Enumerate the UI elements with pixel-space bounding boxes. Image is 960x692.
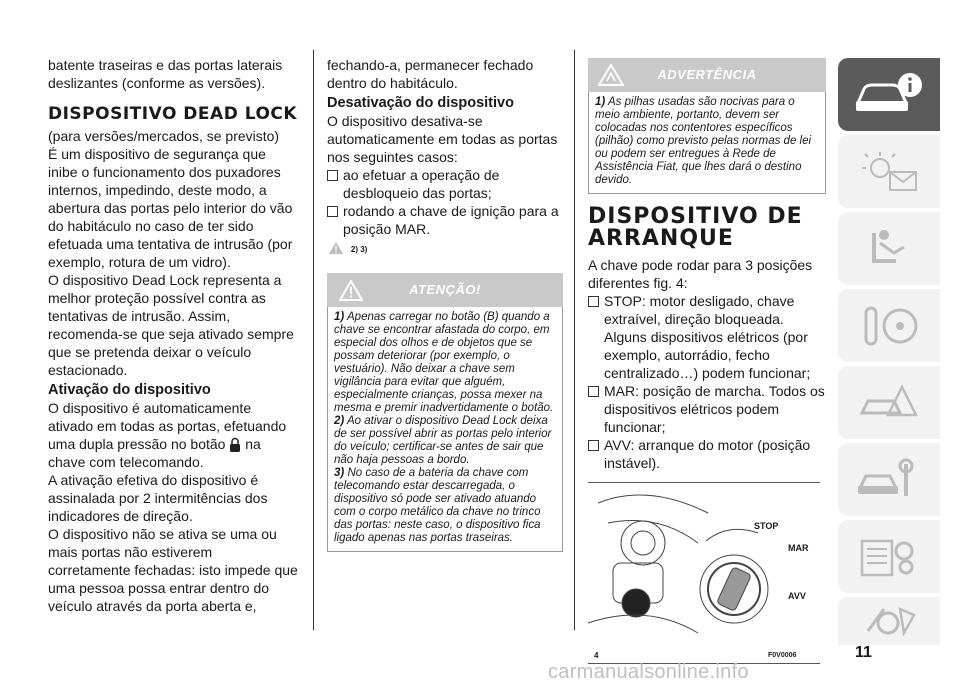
warning-title: ATENÇÃO! bbox=[409, 282, 481, 298]
column-divider bbox=[574, 50, 575, 630]
ignition-figure bbox=[588, 482, 820, 664]
bullet-box-icon bbox=[588, 296, 599, 307]
subheading: Desativação do dispositivo bbox=[327, 95, 514, 111]
note-text: Ao ativar o dispositivo Dead Lock deixa de ser possível abrir as portas pelo interior do veículo; certificar-se antes de sair que não haja pessoas a bordo. bbox=[334, 415, 552, 467]
warning-box bbox=[327, 307, 563, 552]
paragraph: É um dispositivo de segurança que inibe o funcionamento dos puxadores internos, impedindo, deste modo, a abertura das portas pelo interior do vão do habitáculo no caso de ter sido efetuada uma tentativa de intrusão (por exemplo, rotura de um vidro). bbox=[48, 146, 293, 270]
list-item bbox=[327, 166, 563, 202]
paragraph: O dispositivo Dead Lock representa a melhor proteção possível contra as tentativas de intrusão. Assim, recomenda-se que seja ativado sempre que se pretenda deixar o veículo estacionado. bbox=[48, 272, 294, 378]
advert-title: ADVERTÊNCIA bbox=[657, 67, 757, 82]
stop-label: STOP bbox=[754, 521, 779, 531]
bullet-box-icon bbox=[588, 386, 599, 397]
car-wrench-icon bbox=[854, 456, 924, 504]
refs-text: 2) 3) bbox=[350, 245, 368, 255]
sidebar-tab-car-info[interactable] bbox=[838, 58, 940, 131]
list-item bbox=[327, 202, 563, 238]
figure-number: 4 bbox=[594, 651, 599, 660]
sidebar-tab-specs[interactable] bbox=[838, 520, 940, 593]
avv-label: AVV bbox=[788, 591, 806, 601]
bullet-box-icon bbox=[327, 206, 338, 217]
note-number: 1) bbox=[595, 96, 606, 108]
sidebar-tab-multimedia[interactable] bbox=[838, 597, 940, 645]
list-item bbox=[588, 436, 826, 472]
sidebar-tab-emergency[interactable] bbox=[838, 366, 940, 439]
note-number: 2) bbox=[334, 415, 345, 428]
section-heading: DISPOSITIVO DE ARRANQUE bbox=[588, 204, 803, 251]
paragraph bbox=[48, 399, 298, 471]
list-text: MAR: posição de marcha. Todos os dispositivos elétricos podem funcionar; bbox=[604, 383, 825, 435]
list-text: AVV: arranque do motor (posição instável). bbox=[604, 437, 811, 471]
section-heading: DISPOSITIVO DEAD LOCK bbox=[48, 104, 298, 124]
list-text: rodando a chave de ignição para a posição MAR. bbox=[343, 203, 559, 237]
bullet-box-icon bbox=[588, 440, 599, 451]
airbag-seat-icon bbox=[854, 225, 924, 273]
paragraph: O dispositivo não se ativa se uma ou mais portas não estiverem corretamente fechadas: isto impede que uma pessoa possa entrar dentro do veículo através da porta aberta e, bbox=[48, 526, 298, 615]
paragraph: fechando-a, permanecer fechado dentro do habitáculo. bbox=[327, 57, 534, 91]
paragraph: A chave pode rodar para 3 posições diferentes fig. 4: bbox=[588, 257, 813, 291]
music-nav-icon bbox=[854, 601, 924, 641]
list-text: ao efetuar a operação de desbloqueio das portas; bbox=[343, 167, 500, 201]
key-steering-icon bbox=[854, 302, 924, 350]
list-item bbox=[588, 382, 826, 436]
note-text: No caso de a bateria da chave com telecomando estar descarregada, o dispositivo só pode ser ativado atuando com o corpo metálico da chave no trinco das portas: neste caso, o dispositivo fica ligado apenas nas portas traseiras. bbox=[334, 467, 541, 545]
column-3 bbox=[588, 58, 826, 664]
advert-box bbox=[588, 92, 826, 194]
warning-header bbox=[327, 273, 563, 307]
sidebar-tab-maintenance[interactable] bbox=[838, 443, 940, 516]
car-info-icon bbox=[854, 71, 924, 119]
column-divider bbox=[313, 50, 314, 630]
settings-list-icon bbox=[854, 533, 924, 581]
text: na chave com telecomando. bbox=[48, 436, 261, 471]
bullet-box-icon bbox=[327, 170, 338, 181]
paragraph: O dispositivo desativa-se automaticamente em todas as portas nos seguintes casos: bbox=[327, 113, 558, 165]
paragraph: batente traseiras e das portas laterais deslizantes (conforme as versões). bbox=[48, 57, 283, 91]
note-text: Apenas carregar no botão (B) quando a chave se encontrar afastada do corpo, em especial dos olhos e de objetos que se possam deteriorar (por exemplo, o vestuário). Não deixar a chave sem vigilância para evitar que alguém, especialmente crianças, possa mexer na mesma e premir inadvertidamente o botão. bbox=[334, 311, 554, 415]
sidebar-tab-warning-lights[interactable] bbox=[838, 135, 940, 208]
mar-label: MAR bbox=[788, 543, 809, 553]
page-number: 11 bbox=[855, 644, 872, 661]
list-item bbox=[588, 292, 826, 382]
warning-refs bbox=[329, 240, 563, 259]
paragraph: A ativação efetiva do dispositivo é assinalada por 2 intermitências dos indicadores de direção. bbox=[48, 472, 268, 525]
sidebar-tab-starting[interactable] bbox=[838, 289, 940, 362]
ignition-illustration bbox=[588, 483, 820, 643]
warning-lights-icon bbox=[854, 148, 924, 196]
sidebar-tab-safety[interactable] bbox=[838, 212, 940, 285]
warning-triangle-icon bbox=[329, 242, 343, 254]
lock-icon bbox=[229, 437, 241, 453]
subheading: Ativação do dispositivo bbox=[48, 382, 211, 398]
car-crash-icon bbox=[854, 379, 924, 427]
column-1 bbox=[48, 56, 298, 615]
column-2 bbox=[327, 56, 563, 552]
note-number: 3) bbox=[334, 467, 345, 480]
text: O dispositivo é automaticamente ativado em todas as portas, efetuando uma dupla pressão no botão bbox=[48, 400, 287, 452]
paragraph: (para versões/mercados, se previsto) bbox=[48, 128, 280, 144]
note-text: As pilhas usadas são nocivas para o meio ambiente, portanto, devem ser colocadas nos contentores específicos (pilhão) como previsto pelas normas de lei ou podem ser entregues à Rede de Assistência Fiat, que lhes dará o destino devido. bbox=[595, 96, 812, 186]
watermark: carmanualsonline.info bbox=[548, 661, 749, 683]
figure-code: F0V0006 bbox=[768, 652, 797, 659]
note-number: 1) bbox=[334, 311, 345, 324]
list-text: STOP: motor desligado, chave extraível, direção bloqueada. Alguns dispositivos elétricos (por exemplo, autorrádio, fecho centralizado…) podem funcionar; bbox=[604, 293, 811, 381]
advert-header bbox=[588, 58, 826, 92]
